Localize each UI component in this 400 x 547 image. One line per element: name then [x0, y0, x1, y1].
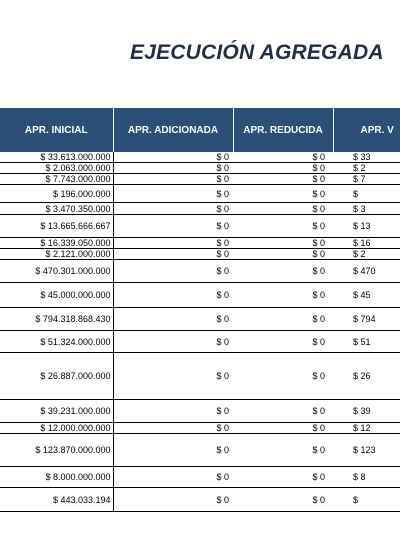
table-row — [0, 215, 400, 238]
cell-apr-vigente: $ 39 — [333, 400, 400, 423]
cell-apr-inicial: $ 196.000.000 — [0, 185, 113, 203]
table-row — [0, 434, 400, 467]
table-row — [0, 203, 400, 215]
cell-apr-inicial: $ 123.870.000.000 — [0, 434, 113, 467]
cell-apr-vigente: $ 3 — [333, 203, 400, 215]
cell-apr-adicionada: $ 0 — [113, 283, 233, 308]
cell-apr-vigente: $ 2 — [333, 163, 400, 174]
column-header-apr-vigente: APR. V — [333, 108, 400, 152]
cell-apr-reducida: $ 0 — [233, 203, 333, 215]
cell-apr-inicial: $ 33.613.000.000 — [0, 152, 113, 163]
table-row — [0, 152, 400, 163]
cell-apr-reducida: $ 0 — [233, 353, 333, 400]
cell-apr-inicial: $ 3.470.350.000 — [0, 203, 113, 215]
report-title-area — [0, 0, 400, 108]
cell-apr-inicial: $ 16.339.050.000 — [0, 238, 113, 249]
cell-apr-inicial: $ 7.743.000.000 — [0, 174, 113, 185]
cell-apr-reducida: $ 0 — [233, 238, 333, 249]
column-header-apr-adicionada: APR. ADICIONADA — [113, 108, 233, 152]
cell-apr-vigente: $ 7 — [333, 174, 400, 185]
cell-apr-vigente: $ 26 — [333, 353, 400, 400]
cell-apr-inicial: $ 26.887.000.000 — [0, 353, 113, 400]
table-row — [0, 238, 400, 249]
budget-table — [0, 108, 400, 512]
cell-apr-adicionada: $ 0 — [113, 203, 233, 215]
cell-apr-adicionada: $ 0 — [113, 308, 233, 331]
cell-apr-reducida: $ 0 — [233, 308, 333, 331]
cell-apr-inicial: $ 2.121.000.000 — [0, 249, 113, 260]
table-row — [0, 467, 400, 488]
cell-apr-reducida: $ 0 — [233, 434, 333, 467]
cell-apr-inicial: $ 51.324.000.000 — [0, 331, 113, 353]
header-row — [0, 108, 400, 152]
cell-apr-vigente: $ 33 — [333, 152, 400, 163]
cell-apr-adicionada: $ 0 — [113, 174, 233, 185]
cell-apr-vigente: $ 470 — [333, 260, 400, 283]
cell-apr-reducida: $ 0 — [233, 163, 333, 174]
cell-apr-adicionada: $ 0 — [113, 488, 233, 512]
cell-apr-adicionada: $ 0 — [113, 434, 233, 467]
cell-apr-reducida: $ 0 — [233, 488, 333, 512]
cell-apr-inicial: $ 470.301.000.000 — [0, 260, 113, 283]
cell-apr-inicial: $ 2.063.000.000 — [0, 163, 113, 174]
cell-apr-inicial: $ 443.033.194 — [0, 488, 113, 512]
cell-apr-reducida: $ 0 — [233, 215, 333, 238]
table-row — [0, 174, 400, 185]
cell-apr-reducida: $ 0 — [233, 400, 333, 423]
cell-apr-inicial: $ 45.000.000.000 — [0, 283, 113, 308]
table-header — [0, 108, 400, 152]
cell-apr-inicial: $ 13.665.666.667 — [0, 215, 113, 238]
cell-apr-adicionada: $ 0 — [113, 423, 233, 434]
cell-apr-reducida: $ 0 — [233, 331, 333, 353]
table-row — [0, 423, 400, 434]
column-header-apr-reducida: APR. REDUCIDA — [233, 108, 333, 152]
cell-apr-adicionada: $ 0 — [113, 467, 233, 488]
cell-apr-vigente: $ 12 — [333, 423, 400, 434]
cell-apr-inicial: $ 39.231.000.000 — [0, 400, 113, 423]
cell-apr-reducida: $ 0 — [233, 185, 333, 203]
cell-apr-inicial: $ 794.318.868.430 — [0, 308, 113, 331]
cell-apr-inicial: $ 8.000.000.000 — [0, 467, 113, 488]
table-body — [0, 152, 400, 512]
cell-apr-vigente: $ — [333, 488, 400, 512]
table-row — [0, 260, 400, 283]
cell-apr-reducida: $ 0 — [233, 174, 333, 185]
cell-apr-vigente: $ 794 — [333, 308, 400, 331]
cell-apr-reducida: $ 0 — [233, 249, 333, 260]
table-row — [0, 249, 400, 260]
table-row — [0, 185, 400, 203]
cell-apr-vigente: $ 45 — [333, 283, 400, 308]
cell-apr-reducida: $ 0 — [233, 467, 333, 488]
cell-apr-adicionada: $ 0 — [113, 238, 233, 249]
cell-apr-adicionada: $ 0 — [113, 185, 233, 203]
cell-apr-adicionada: $ 0 — [113, 260, 233, 283]
table-row — [0, 400, 400, 423]
column-header-apr-inicial: APR. INICIAL — [0, 108, 113, 152]
cell-apr-adicionada: $ 0 — [113, 249, 233, 260]
cell-apr-vigente: $ 2 — [333, 249, 400, 260]
table-row — [0, 308, 400, 331]
cell-apr-reducida: $ 0 — [233, 423, 333, 434]
cell-apr-vigente: $ — [333, 185, 400, 203]
cell-apr-vigente: $ 123 — [333, 434, 400, 467]
cell-apr-vigente: $ 13 — [333, 215, 400, 238]
cell-apr-vigente: $ 8 — [333, 467, 400, 488]
table-row — [0, 488, 400, 512]
cell-apr-adicionada: $ 0 — [113, 400, 233, 423]
cell-apr-adicionada: $ 0 — [113, 353, 233, 400]
table-row — [0, 331, 400, 353]
cell-apr-adicionada: $ 0 — [113, 152, 233, 163]
table-row — [0, 163, 400, 174]
cell-apr-reducida: $ 0 — [233, 260, 333, 283]
cell-apr-adicionada: $ 0 — [113, 331, 233, 353]
cell-apr-inicial: $ 12.000.000.000 — [0, 423, 113, 434]
table-row — [0, 283, 400, 308]
cell-apr-reducida: $ 0 — [233, 283, 333, 308]
cell-apr-vigente: $ 51 — [333, 331, 400, 353]
table-row — [0, 353, 400, 400]
cell-apr-adicionada: $ 0 — [113, 163, 233, 174]
cell-apr-vigente: $ 16 — [333, 238, 400, 249]
report-title: EJECUCIÓN AGREGADA — [130, 41, 384, 64]
cell-apr-adicionada: $ 0 — [113, 215, 233, 238]
cell-apr-reducida: $ 0 — [233, 152, 333, 163]
